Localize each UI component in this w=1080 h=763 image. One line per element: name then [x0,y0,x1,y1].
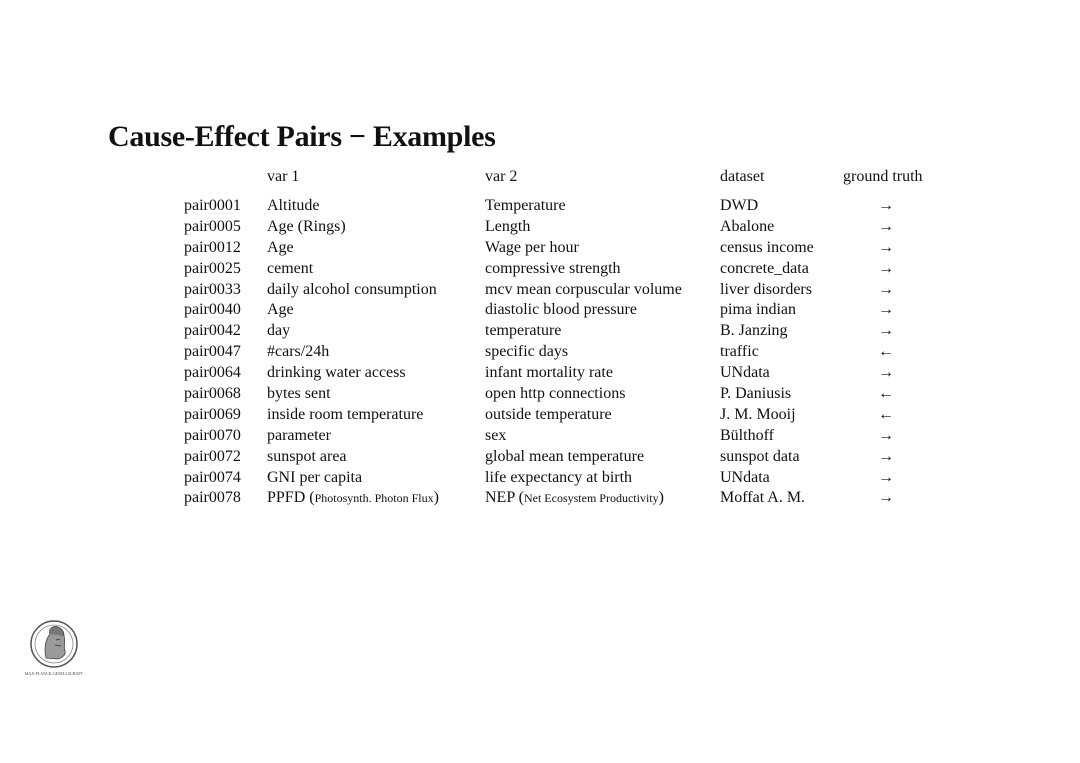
pair-id: pair0025 [184,259,241,277]
var1-note: Photosynth. Photon Flux [314,491,434,506]
header-dataset: dataset [720,168,765,185]
dataset-cell: traffic [720,343,759,361]
ground-truth-arrow: ← [878,385,894,403]
pairs-table [0,196,1080,509]
pair-id: pair0068 [184,385,241,403]
ground-truth-arrow: ← [878,405,894,423]
var2-cell: specific days [485,343,569,361]
dataset-cell: UNdata [720,364,770,382]
table-row [0,300,1080,321]
var2-cell: diastolic blood pressure [485,301,637,319]
var2-cell: outside temperature [485,405,612,423]
var1-cell: cement [267,259,314,277]
ground-truth-arrow: ← [878,343,894,361]
dataset-cell: Moffat A. M. [720,489,806,507]
var1-cell: Age (Rings) [267,217,346,235]
table-row [0,426,1080,447]
dataset-cell: P. Daniusis [720,385,792,403]
header-var2: var 2 [485,168,518,185]
dataset-cell: liver disorders [720,280,812,298]
ground-truth-arrow: → [878,447,894,465]
var1-cell: Altitude [267,197,320,214]
ground-truth-arrow: → [878,426,894,444]
pair-id: pair0072 [184,447,241,465]
var1-cell: #cars/24h [267,343,330,361]
var1-cell: day [267,322,291,340]
header-var1: var 1 [267,168,300,185]
table-row [0,217,1080,238]
var2-note: Net Ecosystem Productivity [523,491,659,506]
var1-cell: GNI per capita [267,468,363,486]
var2-cell: temperature [485,322,562,340]
table-row [0,447,1080,468]
ground-truth-arrow: → [878,259,894,277]
var2-cell: Temperature [485,197,566,214]
dataset-cell: DWD [720,197,759,214]
var2-cell: sex [485,426,507,444]
pair-id: pair0033 [184,280,241,298]
ground-truth-arrow: → [878,301,894,319]
var2-cell: Wage per hour [485,238,579,256]
table-row [0,196,1080,217]
table-row [0,321,1080,342]
dataset-cell: B. Janzing [720,322,788,340]
var1-cell: bytes sent [267,385,331,403]
pair-id: pair0005 [184,217,241,235]
ground-truth-arrow: → [878,217,894,235]
dataset-cell: concrete_data [720,259,809,277]
ground-truth-arrow: → [878,197,894,214]
ground-truth-arrow: → [878,364,894,382]
pair-id: pair0078 [184,489,241,507]
var2-cell: global mean temperature [485,447,645,465]
table-row [0,259,1080,280]
var2-cell: open http connections [485,385,626,403]
var1-name: PPFD [267,489,306,507]
table-row [0,342,1080,363]
slide-title: Cause-Effect Pairs − Examples [108,120,496,153]
dataset-cell: Bülthoff [720,426,774,444]
var2-cell: compressive strength [485,259,621,277]
dataset-cell: UNdata [720,468,770,486]
var2-cell: infant mortality rate [485,364,613,382]
var1-cell: daily alcohol consumption [267,280,437,298]
table-row [0,468,1080,489]
minerva-seal-icon [20,618,88,678]
table-row [0,363,1080,384]
pair-id: pair0070 [184,426,241,444]
pair-id: pair0001 [184,197,241,214]
var1-cell: drinking water access [267,364,406,382]
ground-truth-arrow: → [878,280,894,298]
header-ground-truth: ground truth [843,168,923,185]
pair-id: pair0012 [184,238,241,256]
ground-truth-arrow: → [878,468,894,486]
logo-caption: MAX-PLANCK-GESELLSCHAFT [24,671,84,676]
dataset-cell: sunspot data [720,447,800,465]
var1-cell: inside room temperature [267,405,424,423]
dataset-cell: Abalone [720,217,775,235]
pair-id: pair0064 [184,364,241,382]
table-row [0,384,1080,405]
ground-truth-arrow: → [878,238,894,256]
table-row [0,488,1080,509]
table-row [0,405,1080,426]
ground-truth-arrow: → [878,322,894,340]
ground-truth-arrow: → [878,489,894,507]
var1-cell: sunspot area [267,447,347,465]
var2-name: NEP [485,489,515,507]
pair-id: pair0069 [184,405,241,423]
var1-cell: Age [267,301,294,319]
var2-cell: life expectancy at birth [485,468,633,486]
var2-cell: Length [485,217,531,235]
pair-id: pair0047 [184,343,241,361]
table-row [0,280,1080,301]
dataset-cell: census income [720,238,814,256]
dataset-cell: J. M. Mooij [720,405,796,423]
table-row [0,238,1080,259]
pair-id: pair0040 [184,301,241,319]
pair-id: pair0074 [184,468,241,486]
var1-cell: Age [267,238,294,256]
var2-cell: mcv mean corpuscular volume [485,280,682,298]
var1-cell: parameter [267,426,331,444]
var1-cell: PPFD (Photosynth. Photon Flux) [267,489,439,507]
dataset-cell: pima indian [720,301,796,319]
var2-cell: NEP (Net Ecosystem Productivity) [485,489,664,507]
pair-id: pair0042 [184,322,241,340]
